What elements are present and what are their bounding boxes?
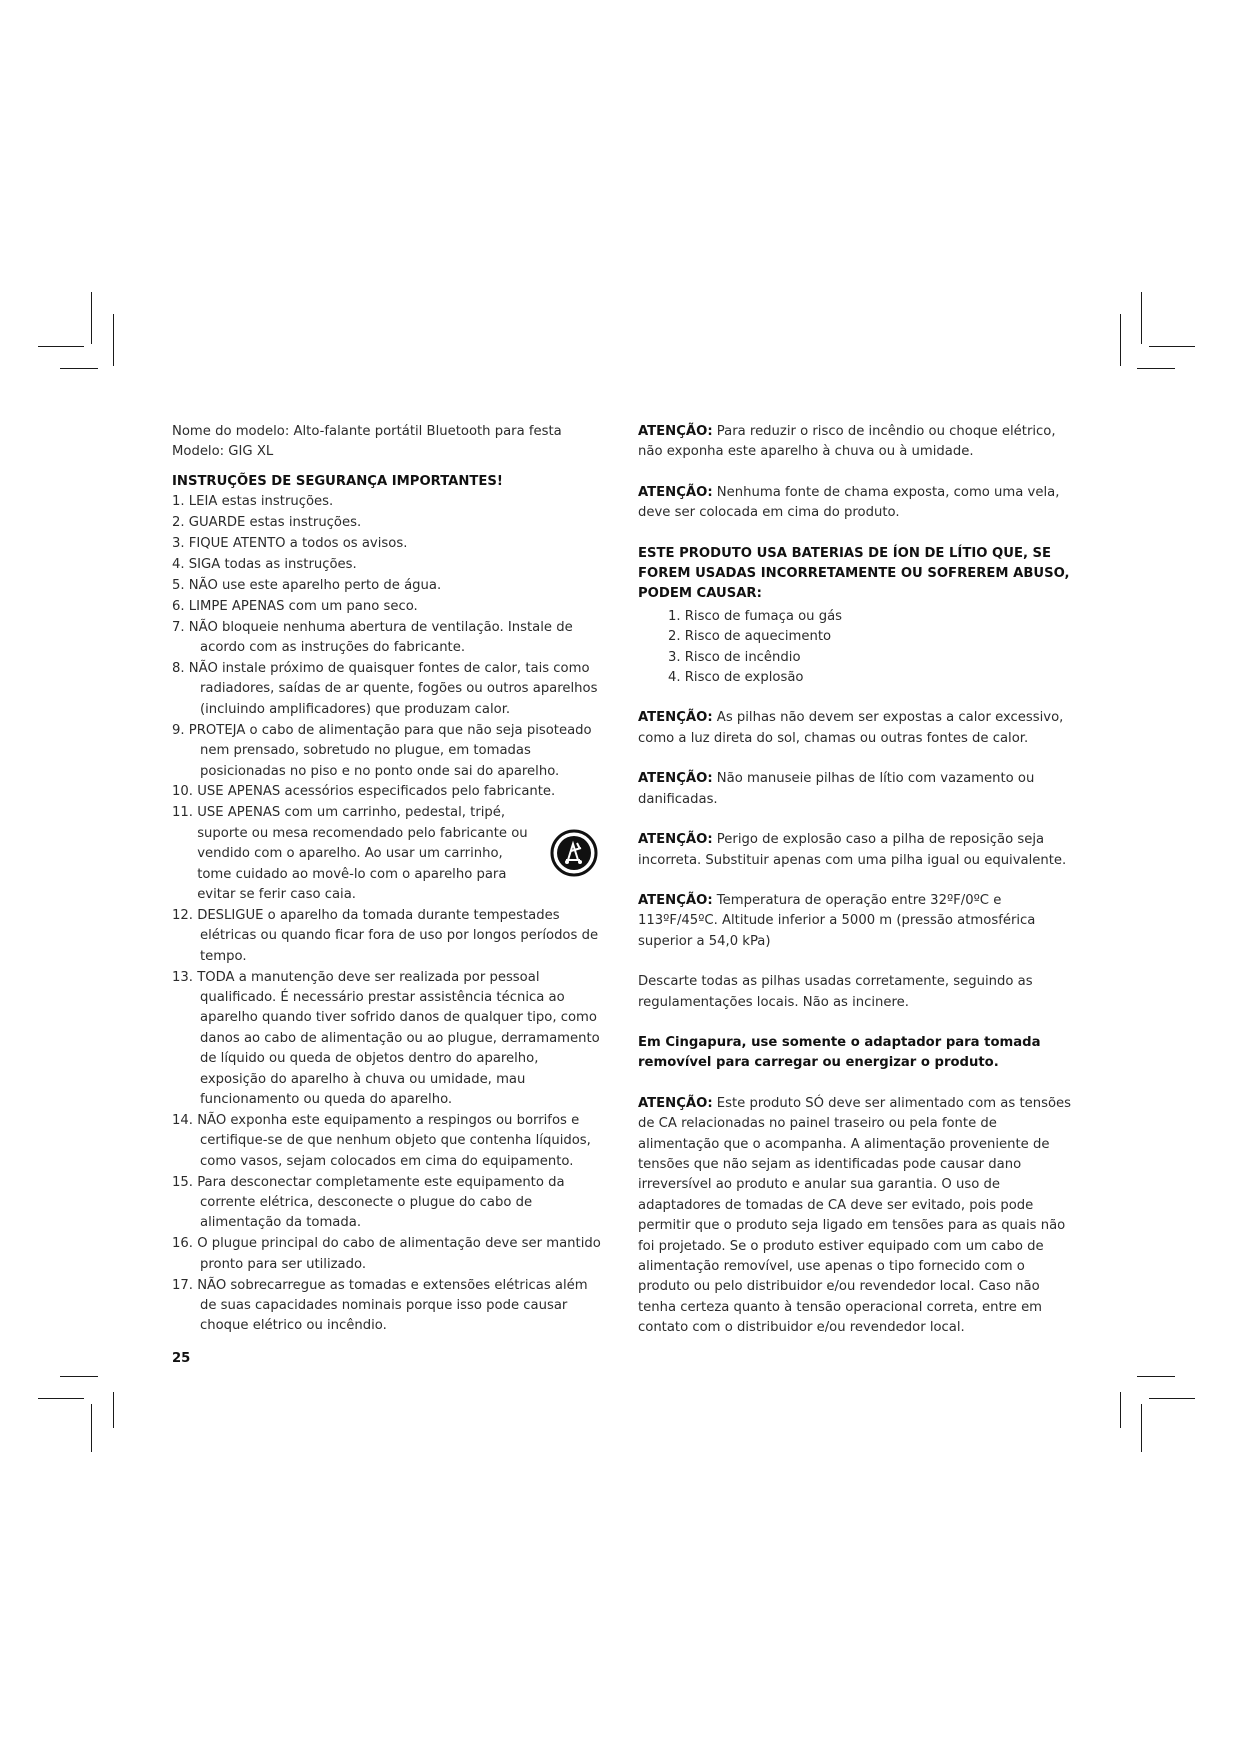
warning-label: ATENÇÃO: xyxy=(638,771,713,787)
warning-rain xyxy=(638,422,1078,463)
warning-text: Temperatura de operação entre 32ºF/0ºC e 113ºF/45ºC. Altitude inferior a 5000 m (pressão atmosférica superior a 54,0 kPa) xyxy=(638,892,1036,949)
item-number: 13. xyxy=(172,969,193,985)
list-item xyxy=(172,906,604,967)
crop-mark xyxy=(1120,314,1121,366)
item-number: 10. xyxy=(172,784,193,800)
crop-mark xyxy=(60,368,98,369)
warning-explosion xyxy=(638,830,1078,871)
warning-text: Não manuseie pilhas de lítio com vazamento ou danificadas. xyxy=(638,771,1035,807)
warning-label: ATENÇÃO: xyxy=(638,424,713,439)
warning-temperature xyxy=(638,891,1078,952)
page-number: 25 xyxy=(172,1350,191,1366)
item-number: 7. xyxy=(172,619,185,635)
warning-label: ATENÇÃO: xyxy=(638,484,713,500)
item-number: 5. xyxy=(172,577,185,593)
item-text: TODA a manutenção deve ser realizada por pessoal qualificado. É necessário prestar assistência técnica ao aparelho quando tiver sofrido danos de qualquer tipo, como danos ao cabo de alimentação ou ao plugue, derramamento de líquido ou queda de objetos dentro do aparelho, exposição do aparelho à chuva ou umidade, mau funcionamento ou queda do aparelho. xyxy=(197,969,600,1107)
battery-risks-list xyxy=(638,607,1078,689)
list-item xyxy=(172,968,604,1111)
item-number: 4. xyxy=(172,556,185,572)
item-text: NÃO bloqueie nenhuma abertura de ventilação. Instale de acordo com as instruções do fabricante. xyxy=(188,619,573,656)
list-item xyxy=(172,618,604,659)
warning-label: ATENÇÃO: xyxy=(638,832,713,848)
list-item: 4. Risco de explosão xyxy=(668,670,804,686)
warning-voltage xyxy=(638,1094,1078,1339)
list-item xyxy=(172,721,604,782)
right-column xyxy=(638,422,1078,1359)
warning-label: ATENÇÃO: xyxy=(638,1095,713,1111)
crop-mark xyxy=(91,292,92,344)
warning-heat xyxy=(638,708,1078,749)
list-item xyxy=(172,1234,604,1275)
item-number: 3. xyxy=(172,536,185,552)
item-number: 9. xyxy=(172,722,185,738)
list-item: 3. Risco de incêndio xyxy=(668,649,801,665)
list-item xyxy=(172,534,604,554)
crop-mark xyxy=(91,1404,92,1452)
item-text: LEIA estas instruções. xyxy=(188,494,334,510)
list-item xyxy=(172,782,604,802)
item-number: 2. xyxy=(172,515,185,531)
list-item xyxy=(172,597,604,617)
item-text: USE APENAS acessórios especificados pelo fabricante. xyxy=(197,784,556,800)
item-text: LIMPE APENAS com um pano seco. xyxy=(188,598,418,614)
warning-label: ATENÇÃO: xyxy=(638,892,713,908)
item-number: 1. xyxy=(172,494,185,510)
crop-mark xyxy=(1149,1398,1195,1399)
battery-heading: ESTE PRODUTO USA BATERIAS DE ÍON DE LÍTIO QUE, SE FOREM USADAS INCORRETAMENTE OU SOFREREM ABUSO, PODEM CAUSAR: xyxy=(638,545,1070,602)
crop-mark xyxy=(60,1376,98,1377)
list-item xyxy=(172,659,604,720)
crop-mark xyxy=(1120,1392,1121,1428)
item-text: NÃO sobrecarregue as tomadas e extensões elétricas além de suas capacidades nominais porque isso pode causar choque elétrico ou incêndio. xyxy=(197,1277,588,1334)
list-item xyxy=(172,1276,604,1337)
item-text: DESLIGUE o aparelho da tomada durante tempestades elétricas ou quando ficar fora de uso por longos períodos de tempo. xyxy=(197,907,599,964)
model-line: Modelo: GIG XL xyxy=(172,444,274,460)
item-text: Para desconectar completamente este equipamento da corrente elétrica, desconecte o plugue do cabo de alimentação da tomada. xyxy=(197,1174,565,1231)
warning-text: As pilhas não devem ser expostas a calor excessivo, como a luz direta do sol, chamas ou outras fontes de calor. xyxy=(638,710,1064,746)
safety-heading: INSTRUÇÕES DE SEGURANÇA IMPORTANTES! xyxy=(172,473,503,489)
list-item: 2. Risco de aquecimento xyxy=(668,629,832,645)
model-name-line: Nome do modelo: Alto-falante portátil Bluetooth para festa xyxy=(172,424,562,439)
list-item xyxy=(172,803,604,905)
item-number: 16. xyxy=(172,1236,193,1252)
item-number: 6. xyxy=(172,598,185,614)
crop-mark xyxy=(38,346,84,347)
item-text: NÃO instale próximo de quaisquer fontes de calor, tais como radiadores, saídas de ar quente, fogões ou outros aparelhos (incluindo amplificadores) que produzam calor. xyxy=(188,660,598,717)
warning-label: ATENÇÃO: xyxy=(638,710,713,726)
item-number: 14. xyxy=(172,1112,193,1128)
item-text: O plugue principal do cabo de alimentação deve ser mantido pronto para ser utilizado. xyxy=(197,1236,601,1272)
warning-text: Perigo de explosão caso a pilha de reposição seja incorreta. Substituir apenas com uma pilha igual ou equivalente. xyxy=(638,832,1067,868)
crop-mark xyxy=(1141,1404,1142,1452)
list-item xyxy=(172,1173,604,1234)
cart-warning-icon xyxy=(550,829,598,877)
singapore-note: Em Cingapura, use somente o adaptador para tomada removível para carregar ou energizar o produto. xyxy=(638,1034,1041,1071)
warning-text: Este produto SÓ deve ser alimentado com as tensões de CA relacionadas no painel traseiro ou pela fonte de alimentação que o acompanha. A alimentação proveniente de tensões que não sejam as identificadas pode causar dano irreversível ao produto e anular sua garantia. O uso de adaptadores de tomadas de CA deve ser evitado, pois pode permitir que o produto seja ligado em tensões para as quais não foi projetado. Se o produto estiver equipado com um cabo de alimentação removível, use apenas o tipo fornecido com o produto ou pelo distribuidor e/ou revendedor local. Caso não tenha certeza quanto à tensão operacional correta, entre em contato com o distribuidor e/ou revendedor local. xyxy=(638,1095,1072,1336)
crop-mark xyxy=(1149,346,1195,347)
item-text: GUARDE estas instruções. xyxy=(188,515,362,531)
safety-instructions-list xyxy=(172,492,604,1337)
crop-mark xyxy=(38,1398,84,1399)
item-number: 8. xyxy=(172,660,185,676)
item-text: NÃO exponha este equipamento a respingos ou borrifos e certifique-se de que nenhum objeto que contenha líquidos, como vasos, sejam colocados em cima do equipamento. xyxy=(197,1112,591,1169)
item-number: 11. xyxy=(172,805,193,821)
item-text: PROTEJA o cabo de alimentação para que não seja pisoteado nem prensado, sobretudo no plugue, em tomadas posicionadas no piso e no ponto onde sai do aparelho. xyxy=(188,722,592,779)
item-number: 15. xyxy=(172,1174,193,1190)
item-text: SIGA todas as instruções. xyxy=(188,556,357,572)
item-text: USE APENAS com um carrinho, pedestal, tripé, suporte ou mesa recomendado pelo fabricante ou vendido com o aparelho. Ao usar um carrinho, tome cuidado ao movê-lo com o aparelho para evitar se ferir caso caia. xyxy=(197,805,528,902)
list-item xyxy=(172,555,604,575)
item-text: FIQUE ATENTO a todos os avisos. xyxy=(188,536,408,552)
list-item xyxy=(172,576,604,596)
list-item: 1. Risco de fumaça ou gás xyxy=(668,608,843,624)
warning-text: Nenhuma fonte de chama exposta, como uma vela, deve ser colocada em cima do produto. xyxy=(638,484,1060,521)
warning-flame xyxy=(638,483,1078,524)
item-number: 17. xyxy=(172,1277,193,1293)
crop-mark xyxy=(1137,368,1175,369)
warning-leaking xyxy=(638,769,1078,810)
crop-mark xyxy=(113,1392,114,1428)
list-item xyxy=(172,513,604,533)
crop-mark xyxy=(113,314,114,366)
list-item xyxy=(172,1111,604,1172)
crop-mark xyxy=(1137,1376,1175,1377)
item-text: NÃO use este aparelho perto de água. xyxy=(188,577,442,593)
warning-text: Para reduzir o risco de incêndio ou choque elétrico, não exponha este aparelho à chuva ou à umidade. xyxy=(638,424,1056,460)
disposal-note: Descarte todas as pilhas usadas corretamente, seguindo as regulamentações locais. Não as incinere. xyxy=(638,974,1033,1010)
list-item xyxy=(172,492,604,512)
item-number: 12. xyxy=(172,907,193,923)
left-column xyxy=(172,422,604,1369)
crop-mark xyxy=(1141,292,1142,344)
